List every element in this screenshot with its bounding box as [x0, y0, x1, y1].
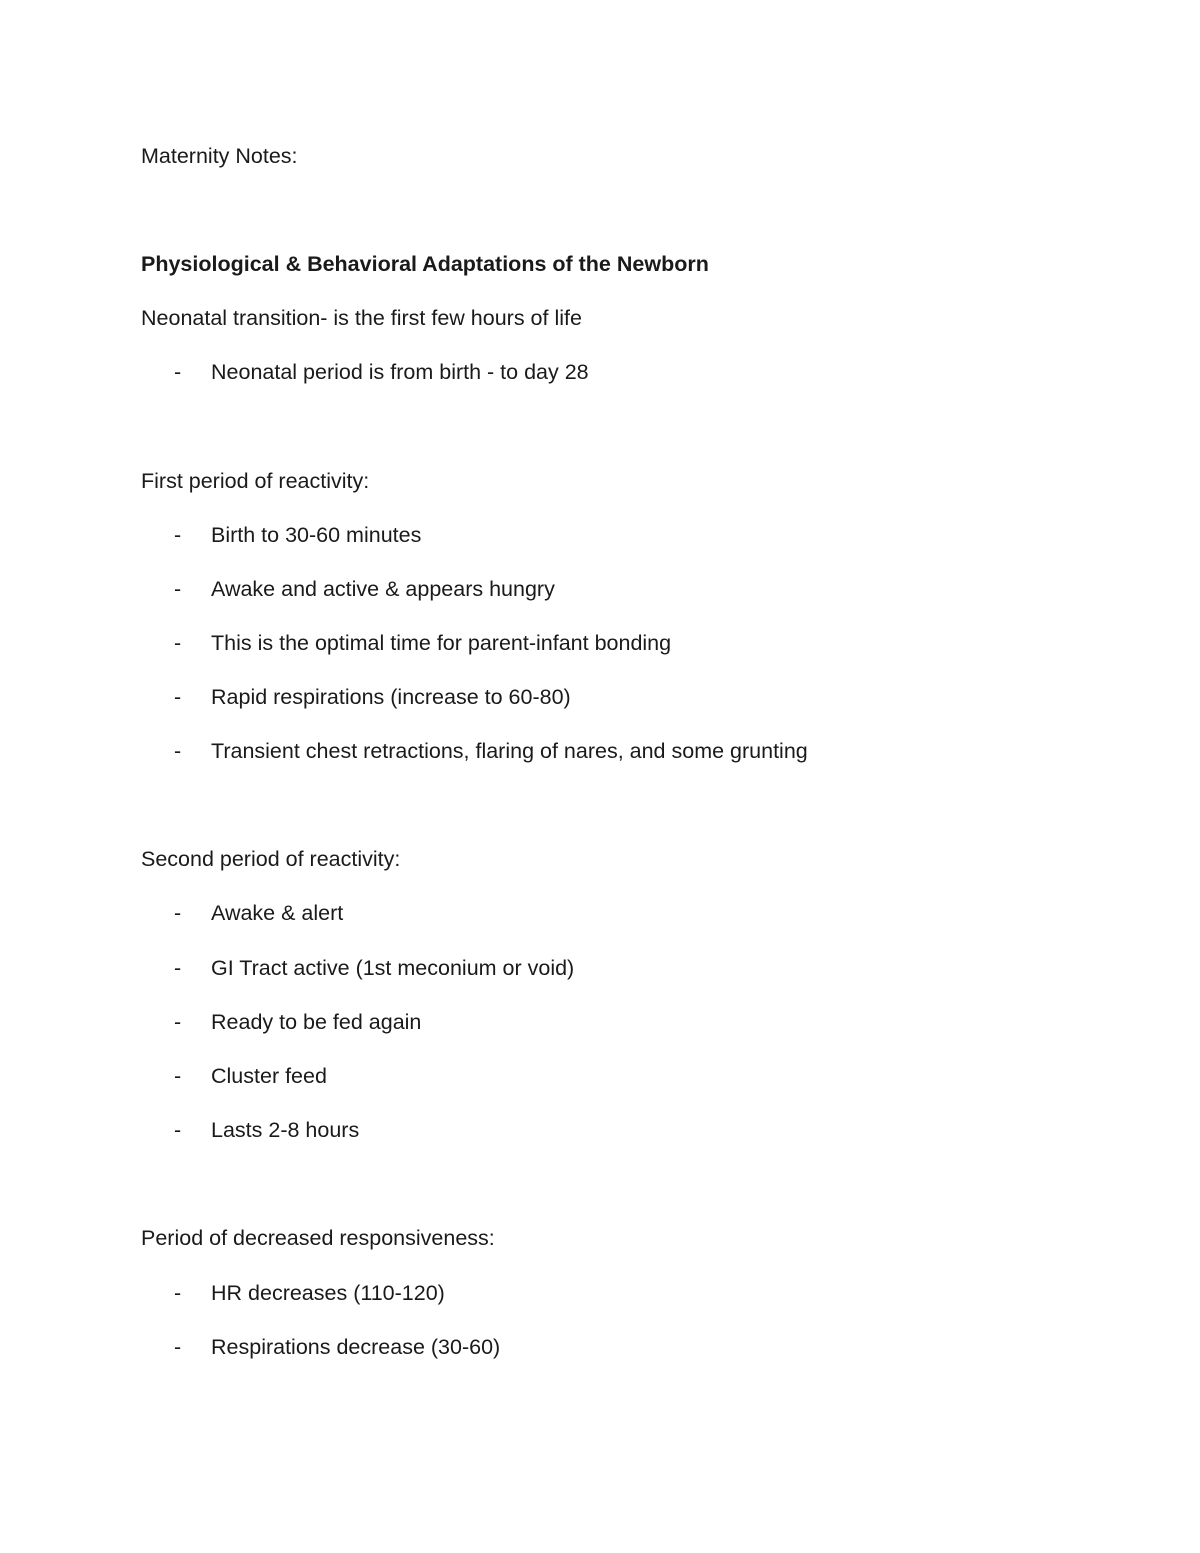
bullet-dash: -	[174, 577, 182, 601]
list-item-text: Cluster feed	[211, 1064, 327, 1088]
section-heading: Physiological & Behavioral Adaptations of the Newborn	[141, 252, 709, 276]
list-item-text: Birth to 30-60 minutes	[211, 523, 422, 547]
document-title: Maternity Notes:	[141, 144, 298, 168]
bullet-dash: -	[174, 523, 182, 547]
bullet-dash: -	[174, 1281, 182, 1305]
list-item-text: Neonatal period is from birth - to day 28	[211, 360, 589, 384]
list-item-text: This is the optimal time for parent-infant bonding	[211, 631, 672, 655]
bullet-dash: -	[174, 1118, 182, 1142]
section-title-decreased-responsiveness: Period of decreased responsiveness:	[141, 1226, 495, 1250]
bullet-dash: -	[174, 739, 182, 763]
list-item-text: Awake & alert	[211, 901, 344, 925]
list-item-text: Awake and active & appears hungry	[211, 577, 555, 601]
list-item-text: Lasts 2-8 hours	[211, 1118, 360, 1142]
section-title-first-period: First period of reactivity:	[141, 469, 370, 493]
bullet-dash: -	[174, 901, 182, 925]
list-item-text: Ready to be fed again	[211, 1010, 422, 1034]
list-item-text: Rapid respirations (increase to 60-80)	[211, 685, 571, 709]
intro-text: Neonatal transition- is the first few hours of life	[141, 306, 582, 330]
bullet-dash: -	[174, 1335, 182, 1359]
list-item-text: HR decreases (110-120)	[211, 1281, 445, 1305]
bullet-dash: -	[174, 631, 182, 655]
list-item-text: Respirations decrease (30-60)	[211, 1335, 501, 1359]
list-item-text: GI Tract active (1st meconium or void)	[211, 956, 575, 980]
list-item-text: Transient chest retractions, flaring of nares, and some grunting	[211, 739, 808, 763]
section-title-second-period: Second period of reactivity:	[141, 847, 401, 871]
bullet-dash: -	[174, 1064, 182, 1088]
bullet-dash: -	[174, 1010, 182, 1034]
bullet-dash: -	[174, 685, 182, 709]
bullet-dash: -	[174, 360, 182, 384]
bullet-dash: -	[174, 956, 182, 980]
